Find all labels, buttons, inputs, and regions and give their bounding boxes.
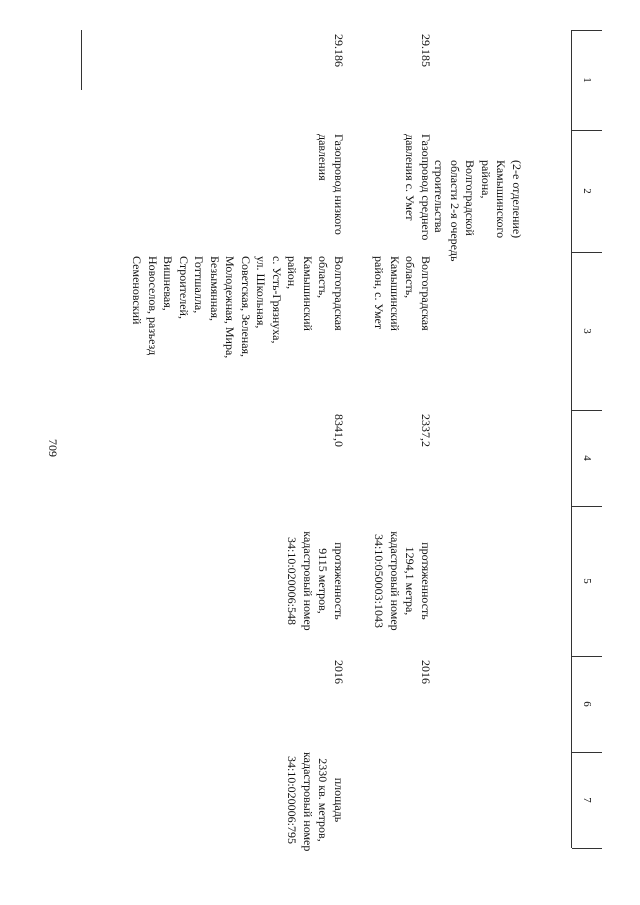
column-header-5: 5: [581, 578, 593, 584]
object-name-cell: Газопровод среднего давления с. Умет: [403, 134, 433, 241]
continuation-name-cell: (2-е отделение) Камышинского района, Волгоградской области 2-я очередь строительства: [432, 160, 524, 262]
row-number-cell: 29.185: [419, 34, 433, 67]
characteristics-cell: протяженность 9115 метров, кадастровый номер 34:10:020006:548: [285, 531, 346, 631]
address-cell: Волгоградская область, Камышинский район, с. Умет: [372, 256, 433, 331]
year-cell: 2016: [332, 660, 346, 684]
column-header-7: 7: [581, 797, 593, 803]
year-cell: 2016: [419, 660, 433, 684]
page-number: 709: [46, 439, 60, 457]
column-header-4: 4: [581, 455, 593, 461]
property-table: [82, 30, 602, 852]
row-number-cell: 29.186: [332, 34, 346, 67]
column-header-2: 2: [581, 188, 593, 194]
value-cell: 2337,2: [419, 414, 433, 447]
address-cell: Волгоградская область, Камышинский район, с. Усть-Грязнуха, ул. Школьная, Советская, Зеленая, Молодежная, Мира, Безымянная, Готтшалла, Строителей, Вишневая, Новоселов, разъезд Семеновский: [130, 256, 346, 359]
object-name-cell: Газопровод низкого давления: [316, 134, 346, 235]
table-right-border: [572, 848, 602, 849]
table-bottom-border: [81, 30, 82, 90]
rotated-table-wrapper: [82, 30, 602, 852]
column-header-6: 6: [581, 701, 593, 707]
column-header-3: 3: [581, 328, 593, 334]
note-cell: площадь 2330 кв. метров, кадастровый номер 34:10:020006:795: [285, 752, 346, 852]
column-header-1: 1: [581, 77, 593, 83]
characteristics-cell: протяженность 1294,1 метра, кадастровый номер 34:10:050003:1043: [372, 531, 433, 631]
value-cell: 8341,0: [332, 414, 346, 447]
